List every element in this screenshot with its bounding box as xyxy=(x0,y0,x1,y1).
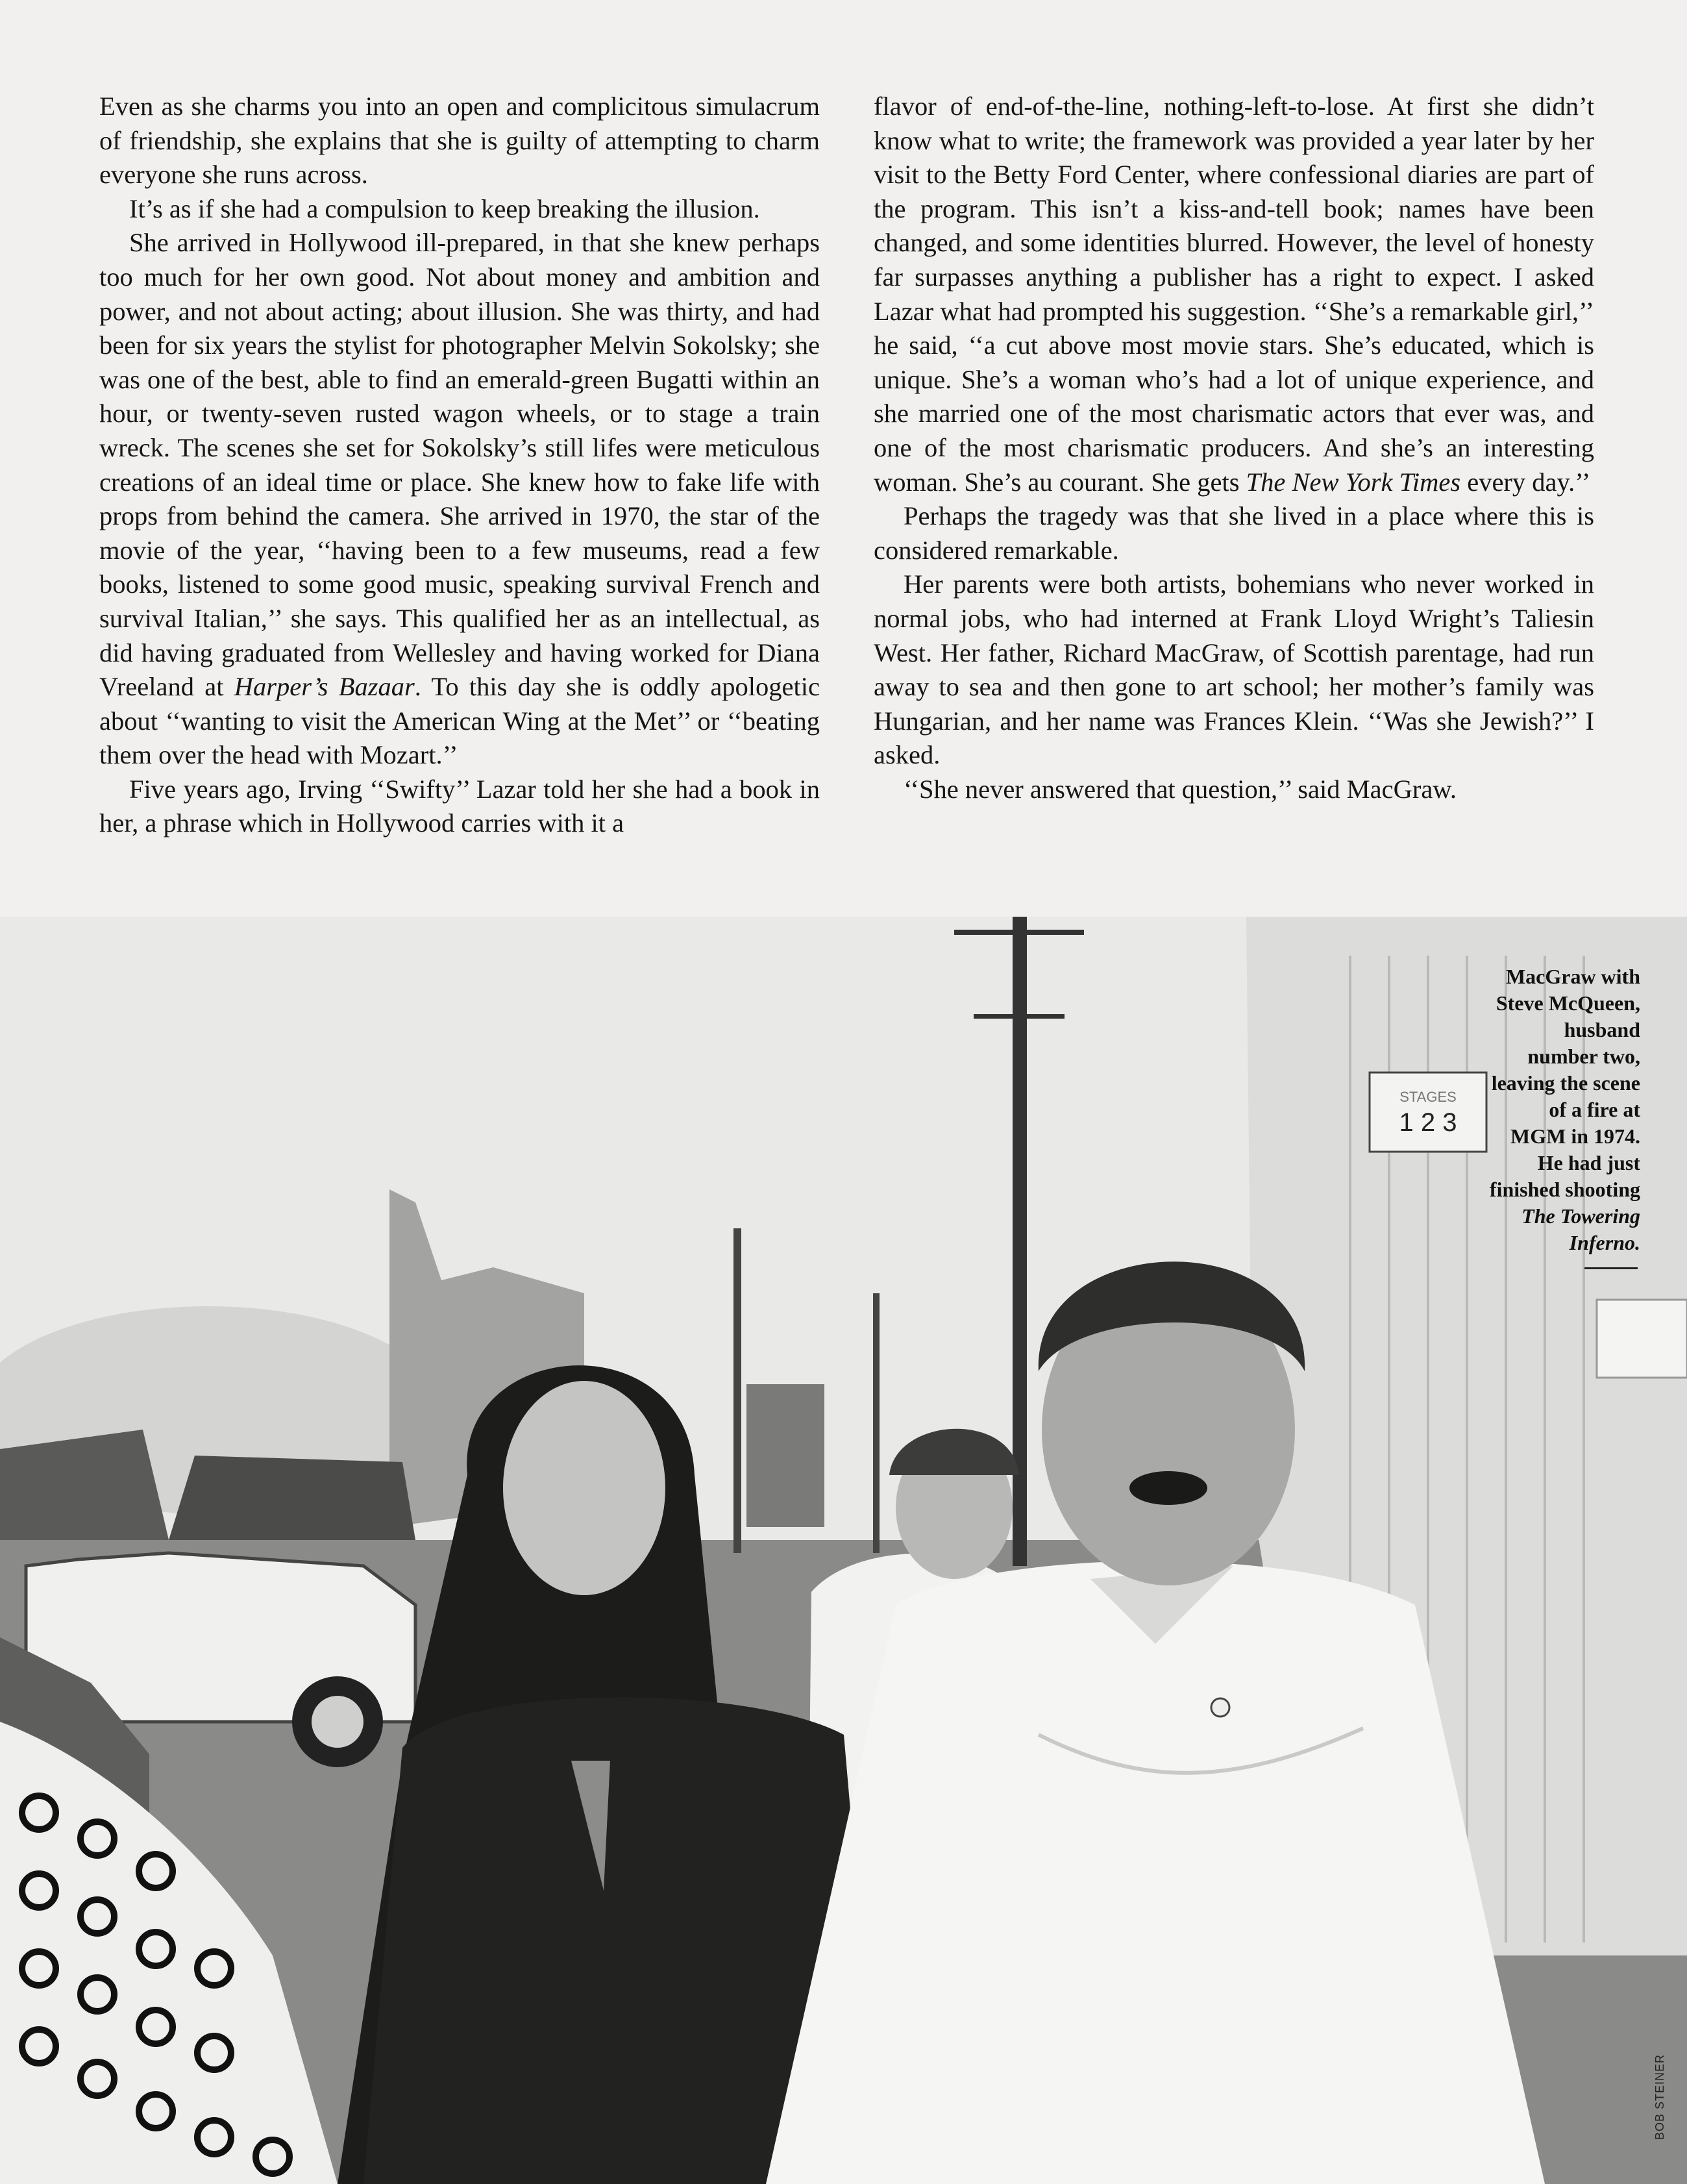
utility-pole xyxy=(873,1293,880,1553)
left-column xyxy=(99,90,820,883)
caption-line: husband xyxy=(1564,1018,1640,1041)
stage-sign-title: STAGES xyxy=(1399,1089,1457,1105)
stage-sign-numbers: 1 2 3 xyxy=(1399,1108,1457,1137)
ruins xyxy=(169,1456,415,1540)
distant-building xyxy=(746,1384,824,1527)
air-conditioner xyxy=(1597,1300,1687,1378)
photo-caption xyxy=(1433,963,1640,1256)
photograph xyxy=(0,917,1687,2184)
caption-line: MacGraw with xyxy=(1505,965,1640,988)
article-text xyxy=(99,90,1594,883)
caption-line: MGM in 1974. xyxy=(1510,1124,1640,1148)
woman-face xyxy=(503,1381,665,1595)
caption-rule xyxy=(1584,1267,1638,1269)
car-hubcap xyxy=(312,1696,363,1748)
caption-line: Inferno. xyxy=(1569,1231,1640,1254)
paragraph-text: . To this day she is oddly apologetic about ‘‘wanting to visit the American Wing at the Met’’ or ‘‘beating them over the head with Mozart.’’ xyxy=(99,672,820,770)
paragraph xyxy=(99,226,820,773)
paragraph: Perhaps the tragedy was that she lived in a place where this is considered remarkable. xyxy=(874,501,1594,565)
paragraph-text: flavor of end-of-the-line, nothing-left-to-lose. At first she didn’t know what to write; the framework was provided a year later by her visit to the Betty Ford Center, where confessional diaries are part of the program. This isn’t a kiss-and-tell book; names have been changed, and some identities blurred. However, the level of honesty far surpasses anything a publisher has a right to expect. I asked Lazar what had prompted his suggestion. ‘‘She’s a remarkable girl,’’ he said, ‘‘a cut above most movie stars. She’s educated, which is unique. She’s a woman who’s had a lot of unique experience, and she married one of the most charismatic actors that ever was, and one of the most charismatic producers. And she’s an interesting woman. She’s au courant. She gets xyxy=(874,92,1594,497)
ruins xyxy=(0,1430,169,1540)
caption-line: leaving the scene xyxy=(1491,1071,1640,1095)
publication-title: Harper’s Bazaar xyxy=(234,672,415,702)
publication-title: The New York Times xyxy=(1246,467,1461,497)
man-mouth xyxy=(1129,1471,1207,1505)
man-pendant xyxy=(1211,1698,1229,1717)
caption-line: number two, xyxy=(1527,1045,1640,1068)
utility-pole-arm xyxy=(954,930,1084,935)
caption-line: He had just xyxy=(1537,1151,1640,1174)
caption-line: of a fire at xyxy=(1549,1098,1640,1121)
paragraph xyxy=(874,90,1594,499)
paragraph: Her parents were both artists, bohemians who never worked in normal jobs, who had interned at Frank Lloyd Wright’s Taliesin West. Her father, Richard MacGraw, of Scottish parentage, had run away to sea and then gone to art school; her mother’s family was Hungarian, and her name was Frances Klein. ‘‘Was she Jewish?’’ I asked. xyxy=(874,569,1594,770)
utility-pole xyxy=(733,1228,741,1553)
paragraph-text: every day.’’ xyxy=(1467,467,1591,497)
paragraph: It’s as if she had a compulsion to keep breaking the illusion. xyxy=(129,193,760,223)
paragraph-text: She arrived in Hollywood ill-prepared, in that she knew perhaps too much for her own good. Not about money and ambition and power, and not about acting; about illusion. She was thirty, and had been for six years the stylist for photographer Melvin Sokolsky; she was one of the best, able to find an emerald-green Bugatti within an hour, or twenty-seven rusted wagon wheels, or to stage a train wreck. The scenes she set for Sokolsky’s still lifes were meticulous creations of an ideal time or place. She knew how to fake life with props from behind the camera. She arrived in 1970, the star of the movie of the year, ‘‘having been to a few museums, read a few books, listened to some good music, speaking survival French and survival Italian,’’ she says. This qualified her as an intellectual, as did having graduated from Wellesley and having worked for Diana Vreeland at xyxy=(99,228,820,702)
caption-line: finished shooting xyxy=(1489,1178,1640,1201)
caption-line: Steve McQueen, xyxy=(1496,991,1640,1015)
photo-credit: BOB STEINER xyxy=(1653,2054,1666,2141)
paragraph: Even as she charms you into an open and complicitous simulacrum of friendship, she explains that she is guilty of attempting to charm everyone she runs across. xyxy=(99,92,820,190)
paragraph: Five years ago, Irving ‘‘Swifty’’ Lazar told her she had a book in her, a phrase which in Hollywood carries with it a xyxy=(99,774,820,838)
right-column xyxy=(874,90,1594,883)
caption-line: The Towering xyxy=(1521,1204,1640,1228)
utility-pole-arm xyxy=(974,1014,1065,1019)
paragraph: ‘‘She never answered that question,’’ said MacGraw. xyxy=(904,774,1457,804)
